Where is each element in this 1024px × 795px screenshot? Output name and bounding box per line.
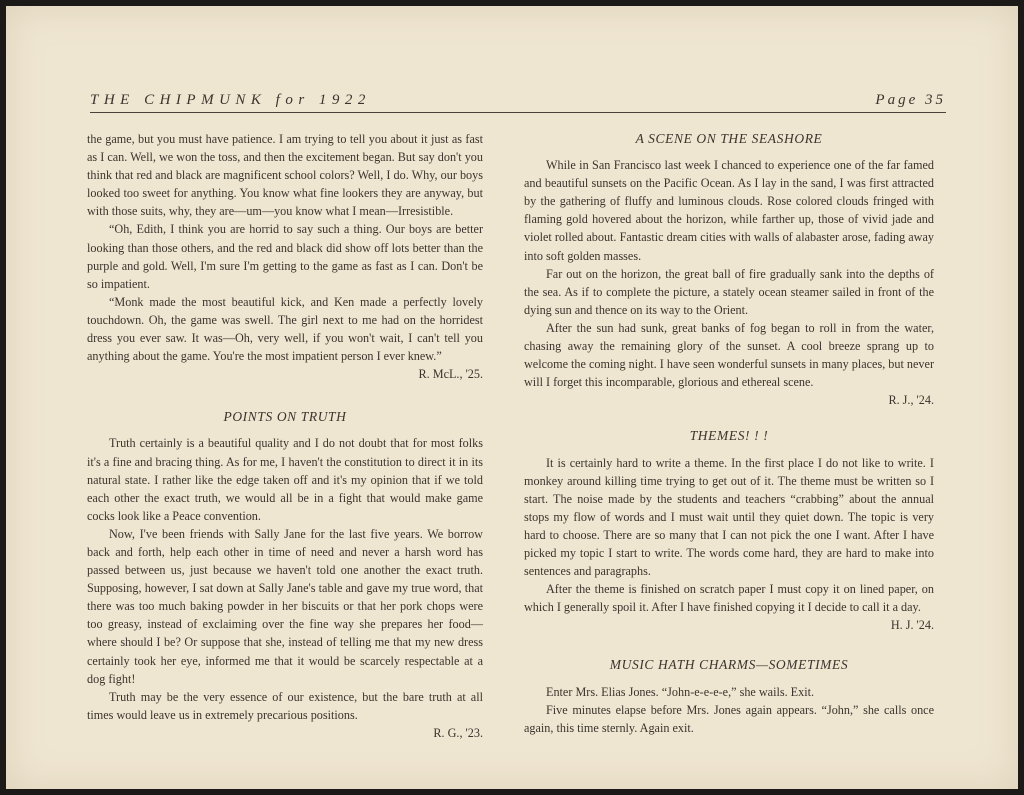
article-paragraph: the game, but you must have patience. I am trying to tell you about it just as fast as I can. Well, we won the toss, and then the excitement began. But say don't you think that red and black are magnificent school colors? Well, I do. Why, our boys looked too sweet for anything. You know what fine lookers they are anyway, but with those suits, why, they are—um—you know what I mean—Irresistible. xyxy=(87,132,483,219)
article-paragraph: Far out on the horizon, the great ball of fire gradually sank into the depths of the sea. As if to complete the picture, a stately ocean steamer sailed in front of the dying sun and thence on its way to the Orient. xyxy=(524,266,934,317)
article-title: THEMES! ! ! xyxy=(689,428,769,444)
article-paragraph: After the sun had sunk, great banks of fog began to roll in from the water, chasing away the remaining glory of the sunset. A cool breeze sprang up to welcome the coming night. I have seen wonderful sunsets in many places, but never will I forget this incomparable, glorious and ethereal scene. xyxy=(524,320,934,390)
article-paragraph: “Oh, Edith, I think you are horrid to say such a thing. Our boys are better looking than those others, and the red and black did show off lots better than the purple and gold. Well, I'm sure I'm getting to the game as fast as I can. Don't be so impatient. xyxy=(87,222,483,291)
article-paragraph: Truth may be the very essence of our existence, but the bare truth at all times would leave us in extremely precarious positions. xyxy=(87,689,483,722)
article-paragraph: It is certainly hard to write a theme. In the first place I do not like to write. I monkey around killing time trying to get out of it. The theme must be written so I start. The noise made by the students and teachers “crabbing” about the annual stops my flow of words and I must wait until they quiet down. The topic is very hard to choose. There are so many that I can not pick the one I want. After I have picked my topic I start to write. The words come hard, they are hard to make into sentences and paragraphs. xyxy=(524,455,934,579)
article-paragraph: Five minutes elapse before Mrs. Jones again appears. “John,” she calls once again, this time sternly. Again exit. xyxy=(524,702,934,735)
author-signature: R. McL., '25. xyxy=(418,367,483,382)
left-column xyxy=(87,130,483,742)
author-signature: R. J., '24. xyxy=(888,393,934,408)
author-signature: H. J. '24. xyxy=(890,618,934,633)
article-paragraph: Enter Mrs. Elias Jones. “John-e-e-e-e,” she wails. Exit. xyxy=(546,684,815,699)
page-number: Page 35 xyxy=(875,92,946,108)
article-paragraph: After the theme is finished on scratch paper I must copy it on lined paper, on which I generally spoil it. After I have finished copying it I decide to call it a day. xyxy=(524,582,934,615)
article-title: POINTS ON TRUTH xyxy=(223,409,347,425)
publication-title: THE CHIPMUNK for 1922 xyxy=(90,92,371,108)
article-paragraph: Truth certainly is a beautiful quality and I do not doubt that for most folks it's a fine and bracing thing. As for me, I haven't the constitution to direct it in its natural state. I rather like the edge taken off and it's my opinion that if we told each other the exact truth, we would all be in a fight that would make game cocks look like a Peace convention. xyxy=(87,436,483,523)
article-paragraph: Now, I've been friends with Sally Jane for the last five years. We borrow back and forth, help each other in time of need and never a harsh word has passed between us, just because we haven't told one another the exact truth. Supposing, however, I sat down at Sally Jane's table and gave my true word, that there was too much baking powder in her biscuits or that her pork chops were too greasy, instead of exclaiming over the fine way she prepares her food—where should I be? Or suppose that she, instead of telling me that my new dress certainly took her eye, informed me that it would be scarcely respectable at a dog fight! xyxy=(87,526,483,686)
article-title: A SCENE ON THE SEASHORE xyxy=(635,131,823,146)
article-title: MUSIC HATH CHARMS—SOMETIMES xyxy=(609,657,849,673)
article-paragraph: “Monk made the most beautiful kick, and Ken made a perfectly lovely touchdown. Oh, the game was swell. The girl next to me had on the horridest dress you ever saw. It was—Oh, very well, if you won't wait, I can't tell you anything about the game. You're the most impatient person I ever knew.” xyxy=(87,294,483,364)
author-signature: R. G., '23. xyxy=(433,725,483,740)
magazine-page xyxy=(6,6,1018,789)
running-header xyxy=(90,90,946,113)
article-paragraph: While in San Francisco last week I chanced to experience one of the far famed and beautiful sunsets on the Pacific Ocean. As I lay in the sand, I was first attracted by the gathering of fluffy and luminous clouds. Rose colored clouds fringed with flaming gold hovered about the horizon, while farther up, those of vivid jade and violet rolled about. Fantastic dream cities with walls of alabaster arose, fading away into soft golden masses. xyxy=(524,158,934,263)
right-column xyxy=(524,130,934,737)
